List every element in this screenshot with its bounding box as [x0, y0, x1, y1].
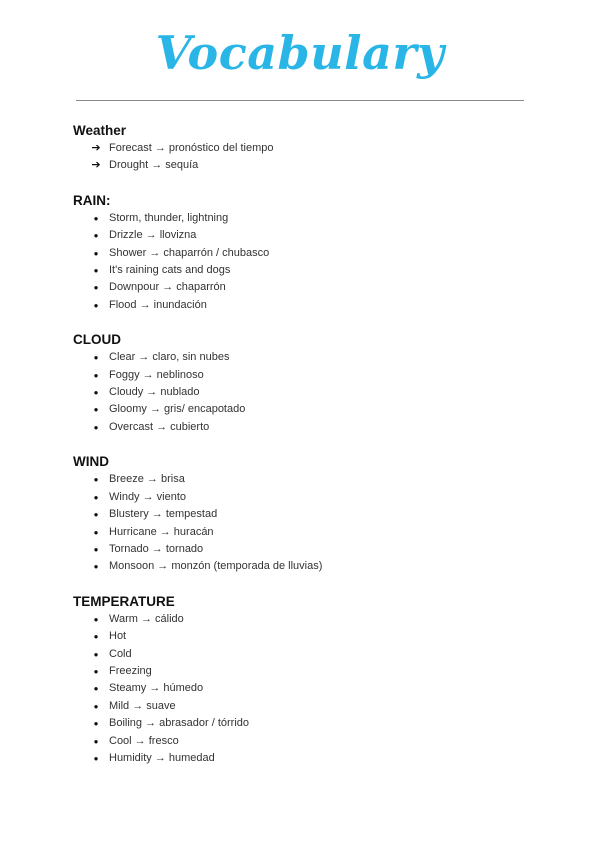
- list-item-text: Flood → inundación: [109, 298, 207, 311]
- list-item-text: Monsoon → monzón (temporada de lluvias): [109, 560, 323, 573]
- list-item: [73, 524, 533, 541]
- section-spacer: [73, 175, 533, 192]
- list-item-text: Foggy → neblinoso: [109, 368, 204, 381]
- dot-bullet-icon: [90, 715, 102, 732]
- list-item-text: Cold: [109, 647, 132, 660]
- vocab-list: [73, 140, 533, 175]
- list-item-text: Overcast → cubierto: [109, 420, 210, 433]
- arrow-bullet-icon: [90, 140, 102, 157]
- section-wind: [73, 453, 533, 592]
- arrow-bullet-icon: [90, 157, 102, 174]
- dot-bullet-icon: [90, 750, 102, 767]
- vocab-list: [73, 611, 533, 768]
- list-item: [73, 157, 533, 174]
- list-item-text: Gloomy → gris/ encapotado: [109, 403, 246, 416]
- list-item-text: Cool → fresco: [109, 734, 179, 747]
- list-item-text: Drought → sequía: [109, 159, 199, 172]
- list-item-text: Downpour → chaparrón: [109, 281, 226, 294]
- list-item: [73, 279, 533, 296]
- list-item: [73, 245, 533, 262]
- section-heading: TEMPERATURE: [73, 593, 175, 609]
- title-divider: [76, 100, 524, 101]
- dot-bullet-icon: [90, 262, 102, 279]
- list-item: [73, 210, 533, 227]
- list-item-text: Warm → cálido: [109, 612, 184, 625]
- list-item-text: Forecast → pronóstico del tiempo: [109, 142, 274, 154]
- dot-bullet-icon: [90, 279, 102, 296]
- dot-bullet-icon: [90, 227, 102, 244]
- section-heading: RAIN:: [73, 192, 111, 208]
- list-item-text: Steamy → húmedo: [109, 682, 204, 695]
- list-item-text: Storm, thunder, lightning: [109, 211, 229, 224]
- list-item: [73, 680, 533, 697]
- list-item: [73, 349, 533, 366]
- list-item-text: Hurricane → huracán: [109, 525, 214, 538]
- vocabulary-list: [73, 122, 533, 767]
- list-item-text: Shower → chaparrón / chubasco: [109, 246, 270, 259]
- list-item-text: Boiling → abrasador / tórrido: [109, 717, 250, 730]
- list-item-text: Clear → claro, sin nubes: [109, 351, 230, 364]
- list-item-text: Freezing: [109, 664, 152, 677]
- list-item: [73, 611, 533, 628]
- list-item: [73, 750, 533, 767]
- section-spacer: [73, 436, 533, 453]
- dot-bullet-icon: [90, 210, 102, 227]
- list-item: [73, 227, 533, 244]
- page-title: Vocabulary: [155, 26, 445, 80]
- dot-bullet-icon: [90, 663, 102, 680]
- section-heading: WIND: [73, 454, 109, 470]
- section-heading: CLOUD: [73, 332, 121, 348]
- dot-bullet-icon: [90, 297, 102, 314]
- list-item-text: Windy → viento: [109, 490, 187, 503]
- dot-bullet-icon: [90, 384, 102, 401]
- vocab-list: [73, 349, 533, 436]
- dot-bullet-icon: [90, 471, 102, 488]
- section-spacer: [73, 576, 533, 593]
- vocab-list: [73, 210, 533, 314]
- list-item: [73, 489, 533, 506]
- list-item: [73, 646, 533, 663]
- dot-bullet-icon: [90, 733, 102, 750]
- dot-bullet-icon: [90, 611, 102, 628]
- dot-bullet-icon: [90, 367, 102, 384]
- dot-bullet-icon: [90, 698, 102, 715]
- vocab-list: [73, 471, 533, 575]
- dot-bullet-icon: [90, 245, 102, 262]
- dot-bullet-icon: [90, 489, 102, 506]
- list-item: [73, 733, 533, 750]
- dot-bullet-icon: [90, 419, 102, 436]
- list-item: [73, 628, 533, 645]
- list-item-text: Humidity → humedad: [109, 751, 215, 764]
- list-item-text: Drizzle → llovizna: [109, 229, 197, 242]
- dot-bullet-icon: [90, 680, 102, 697]
- list-item: [73, 419, 533, 436]
- list-item: [73, 541, 533, 558]
- dot-bullet-icon: [90, 401, 102, 418]
- dot-bullet-icon: [90, 349, 102, 366]
- list-item: [73, 384, 533, 401]
- section-cloud: [73, 331, 533, 453]
- list-item: [73, 401, 533, 418]
- dot-bullet-icon: [90, 628, 102, 645]
- list-item-text: Hot: [109, 630, 127, 643]
- list-item: [73, 698, 533, 715]
- list-item: [73, 506, 533, 523]
- dot-bullet-icon: [90, 646, 102, 663]
- list-item: [73, 663, 533, 680]
- list-item: [73, 471, 533, 488]
- list-item: [73, 558, 533, 575]
- dot-bullet-icon: [90, 558, 102, 575]
- dot-bullet-icon: [90, 541, 102, 558]
- list-item-text: Mild → suave: [109, 699, 176, 712]
- section-weather: [73, 122, 533, 192]
- list-item: [73, 262, 533, 279]
- list-item-text: Breeze → brisa: [109, 473, 185, 486]
- section-spacer: [73, 314, 533, 331]
- list-item: [73, 140, 533, 157]
- dot-bullet-icon: [90, 506, 102, 523]
- section-rain: [73, 192, 533, 331]
- list-item-text: Blustery → tempestad: [109, 508, 218, 521]
- list-item-text: Cloudy → nublado: [109, 386, 200, 399]
- list-item: [73, 367, 533, 384]
- section-heading: Weather: [73, 123, 127, 138]
- list-item-text: It's raining cats and dogs: [109, 264, 231, 277]
- list-item-text: Tornado → tornado: [109, 542, 204, 555]
- list-item: [73, 715, 533, 732]
- list-item: [73, 297, 533, 314]
- dot-bullet-icon: [90, 524, 102, 541]
- section-temperature: [73, 593, 533, 768]
